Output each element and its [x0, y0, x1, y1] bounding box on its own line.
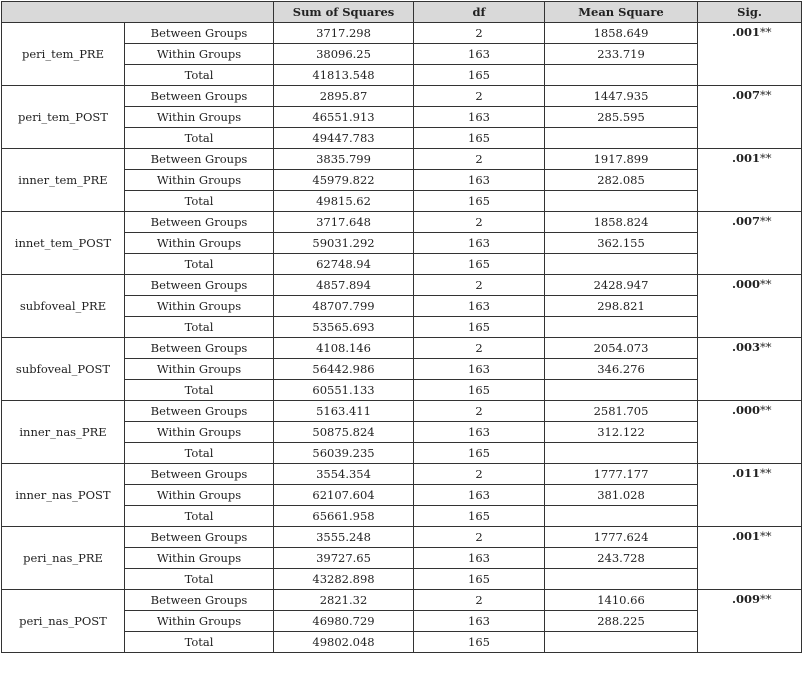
- table-row: [2, 212, 802, 233]
- source-label: Between Groups: [125, 590, 274, 611]
- sig-value: [698, 212, 802, 275]
- mean-square-value: 2581.705: [545, 401, 698, 422]
- source-label: Between Groups: [125, 149, 274, 170]
- sig-value: [698, 86, 802, 149]
- sum-of-squares-value: 56039.235: [274, 443, 414, 464]
- source-label: Between Groups: [125, 212, 274, 233]
- source-label: Within Groups: [125, 107, 274, 128]
- mean-square-value: [545, 254, 698, 275]
- sum-of-squares-value: 4108.146: [274, 338, 414, 359]
- sum-of-squares-value: 60551.133: [274, 380, 414, 401]
- sig-stars: **: [760, 151, 772, 165]
- source-label: Within Groups: [125, 548, 274, 569]
- df-value: 165: [414, 65, 545, 86]
- sum-of-squares-value: 49447.783: [274, 128, 414, 149]
- df-value: 2: [414, 275, 545, 296]
- source-label: Within Groups: [125, 296, 274, 317]
- source-label: Between Groups: [125, 527, 274, 548]
- sig-stars: **: [760, 277, 772, 291]
- header-mean-square: Mean Square: [545, 2, 698, 23]
- sum-of-squares-value: 3717.298: [274, 23, 414, 44]
- mean-square-value: 2428.947: [545, 275, 698, 296]
- sig-stars: **: [760, 592, 772, 606]
- df-value: 163: [414, 233, 545, 254]
- source-label: Within Groups: [125, 422, 274, 443]
- df-value: 165: [414, 443, 545, 464]
- header-sig: Sig.: [698, 2, 802, 23]
- sum-of-squares-value: 3555.248: [274, 527, 414, 548]
- sum-of-squares-value: 5163.411: [274, 401, 414, 422]
- sum-of-squares-value: 49802.048: [274, 632, 414, 653]
- mean-square-value: 1447.935: [545, 86, 698, 107]
- sum-of-squares-value: 46551.913: [274, 107, 414, 128]
- mean-square-value: 1917.899: [545, 149, 698, 170]
- measure-name: inner_nas_POST: [2, 464, 125, 527]
- sum-of-squares-value: 3835.799: [274, 149, 414, 170]
- df-value: 2: [414, 212, 545, 233]
- sig-value: [698, 338, 802, 401]
- mean-square-value: [545, 632, 698, 653]
- df-value: 163: [414, 170, 545, 191]
- df-value: 163: [414, 44, 545, 65]
- sig-number: .001: [732, 529, 761, 543]
- measure-name: peri_tem_PRE: [2, 23, 125, 86]
- table-row: [2, 23, 802, 44]
- sig-number: .003: [732, 340, 761, 354]
- sum-of-squares-value: 46980.729: [274, 611, 414, 632]
- mean-square-value: 233.719: [545, 44, 698, 65]
- mean-square-value: 1410.66: [545, 590, 698, 611]
- sig-number: .009: [732, 592, 761, 606]
- df-value: 165: [414, 317, 545, 338]
- mean-square-value: [545, 443, 698, 464]
- header-blank: [2, 2, 274, 23]
- mean-square-value: 1777.177: [545, 464, 698, 485]
- sig-number: .001: [732, 151, 761, 165]
- measure-name: subfoveal_PRE: [2, 275, 125, 338]
- df-value: 165: [414, 506, 545, 527]
- measure-name: peri_nas_POST: [2, 590, 125, 653]
- mean-square-value: [545, 380, 698, 401]
- sum-of-squares-value: 50875.824: [274, 422, 414, 443]
- header-sum-of-squares: Sum of Squares: [274, 2, 414, 23]
- df-value: 2: [414, 86, 545, 107]
- source-label: Between Groups: [125, 401, 274, 422]
- mean-square-value: 381.028: [545, 485, 698, 506]
- table-row: [2, 86, 802, 107]
- df-value: 165: [414, 569, 545, 590]
- sum-of-squares-value: 65661.958: [274, 506, 414, 527]
- df-value: 163: [414, 611, 545, 632]
- mean-square-value: 346.276: [545, 359, 698, 380]
- measure-name: peri_nas_PRE: [2, 527, 125, 590]
- source-label: Within Groups: [125, 170, 274, 191]
- sum-of-squares-value: 53565.693: [274, 317, 414, 338]
- sig-stars: **: [760, 340, 772, 354]
- df-value: 2: [414, 401, 545, 422]
- sig-value: [698, 590, 802, 653]
- sum-of-squares-value: 49815.62: [274, 191, 414, 212]
- sum-of-squares-value: 41813.548: [274, 65, 414, 86]
- measure-name: peri_tem_POST: [2, 86, 125, 149]
- mean-square-value: 362.155: [545, 233, 698, 254]
- source-label: Total: [125, 254, 274, 275]
- measure-name: subfoveal_POST: [2, 338, 125, 401]
- sum-of-squares-value: 56442.986: [274, 359, 414, 380]
- df-value: 165: [414, 254, 545, 275]
- df-value: 2: [414, 23, 545, 44]
- df-value: 163: [414, 359, 545, 380]
- sig-value: [698, 275, 802, 338]
- sig-value: [698, 464, 802, 527]
- source-label: Total: [125, 317, 274, 338]
- mean-square-value: [545, 317, 698, 338]
- source-label: Total: [125, 443, 274, 464]
- sum-of-squares-value: 38096.25: [274, 44, 414, 65]
- source-label: Within Groups: [125, 233, 274, 254]
- df-value: 2: [414, 527, 545, 548]
- df-value: 165: [414, 380, 545, 401]
- table-row: [2, 149, 802, 170]
- sum-of-squares-value: 3554.354: [274, 464, 414, 485]
- table-row: [2, 401, 802, 422]
- source-label: Within Groups: [125, 359, 274, 380]
- mean-square-value: 288.225: [545, 611, 698, 632]
- df-value: 2: [414, 590, 545, 611]
- sum-of-squares-value: 39727.65: [274, 548, 414, 569]
- source-label: Total: [125, 65, 274, 86]
- mean-square-value: [545, 65, 698, 86]
- table-row: [2, 464, 802, 485]
- source-label: Between Groups: [125, 275, 274, 296]
- mean-square-value: 298.821: [545, 296, 698, 317]
- source-label: Between Groups: [125, 338, 274, 359]
- sig-stars: **: [760, 88, 772, 102]
- sig-number: .001: [732, 25, 761, 39]
- df-value: 165: [414, 191, 545, 212]
- source-label: Total: [125, 128, 274, 149]
- source-label: Total: [125, 380, 274, 401]
- header-row: [2, 2, 802, 23]
- table-row: [2, 275, 802, 296]
- mean-square-value: 1777.624: [545, 527, 698, 548]
- source-label: Between Groups: [125, 23, 274, 44]
- measure-name: inner_nas_PRE: [2, 401, 125, 464]
- sig-stars: **: [760, 214, 772, 228]
- source-label: Between Groups: [125, 86, 274, 107]
- sig-number: .007: [732, 214, 761, 228]
- table-row: [2, 590, 802, 611]
- df-value: 165: [414, 128, 545, 149]
- mean-square-value: 285.595: [545, 107, 698, 128]
- sum-of-squares-value: 2821.32: [274, 590, 414, 611]
- source-label: Total: [125, 506, 274, 527]
- sig-number: .011: [732, 466, 761, 480]
- source-label: Within Groups: [125, 485, 274, 506]
- df-value: 2: [414, 149, 545, 170]
- source-label: Total: [125, 569, 274, 590]
- source-label: Total: [125, 632, 274, 653]
- mean-square-value: [545, 128, 698, 149]
- anova-table: [1, 1, 802, 653]
- sig-number: .000: [732, 277, 761, 291]
- sum-of-squares-value: 62107.604: [274, 485, 414, 506]
- sig-stars: **: [760, 403, 772, 417]
- mean-square-value: 1858.649: [545, 23, 698, 44]
- mean-square-value: 312.122: [545, 422, 698, 443]
- mean-square-value: [545, 191, 698, 212]
- sum-of-squares-value: 43282.898: [274, 569, 414, 590]
- sum-of-squares-value: 3717.648: [274, 212, 414, 233]
- sum-of-squares-value: 48707.799: [274, 296, 414, 317]
- header-df: df: [414, 2, 545, 23]
- sig-stars: **: [760, 466, 772, 480]
- sig-value: [698, 149, 802, 212]
- sig-stars: **: [760, 529, 772, 543]
- sum-of-squares-value: 62748.94: [274, 254, 414, 275]
- source-label: Within Groups: [125, 611, 274, 632]
- sum-of-squares-value: 59031.292: [274, 233, 414, 254]
- source-label: Within Groups: [125, 44, 274, 65]
- mean-square-value: 2054.073: [545, 338, 698, 359]
- sum-of-squares-value: 4857.894: [274, 275, 414, 296]
- sig-number: .000: [732, 403, 761, 417]
- table-row: [2, 338, 802, 359]
- mean-square-value: [545, 569, 698, 590]
- table-body: [2, 23, 802, 653]
- sig-value: [698, 527, 802, 590]
- source-label: Total: [125, 191, 274, 212]
- source-label: Between Groups: [125, 464, 274, 485]
- df-value: 165: [414, 632, 545, 653]
- table-row: [2, 527, 802, 548]
- sig-stars: **: [760, 25, 772, 39]
- df-value: 163: [414, 548, 545, 569]
- mean-square-value: 243.728: [545, 548, 698, 569]
- mean-square-value: 1858.824: [545, 212, 698, 233]
- sig-value: [698, 23, 802, 86]
- sum-of-squares-value: 45979.822: [274, 170, 414, 191]
- df-value: 163: [414, 485, 545, 506]
- df-value: 163: [414, 422, 545, 443]
- measure-name: innet_tem_POST: [2, 212, 125, 275]
- df-value: 2: [414, 338, 545, 359]
- mean-square-value: 282.085: [545, 170, 698, 191]
- df-value: 163: [414, 107, 545, 128]
- measure-name: inner_tem_PRE: [2, 149, 125, 212]
- sum-of-squares-value: 2895.87: [274, 86, 414, 107]
- mean-square-value: [545, 506, 698, 527]
- df-value: 163: [414, 296, 545, 317]
- df-value: 2: [414, 464, 545, 485]
- sig-value: [698, 401, 802, 464]
- sig-number: .007: [732, 88, 761, 102]
